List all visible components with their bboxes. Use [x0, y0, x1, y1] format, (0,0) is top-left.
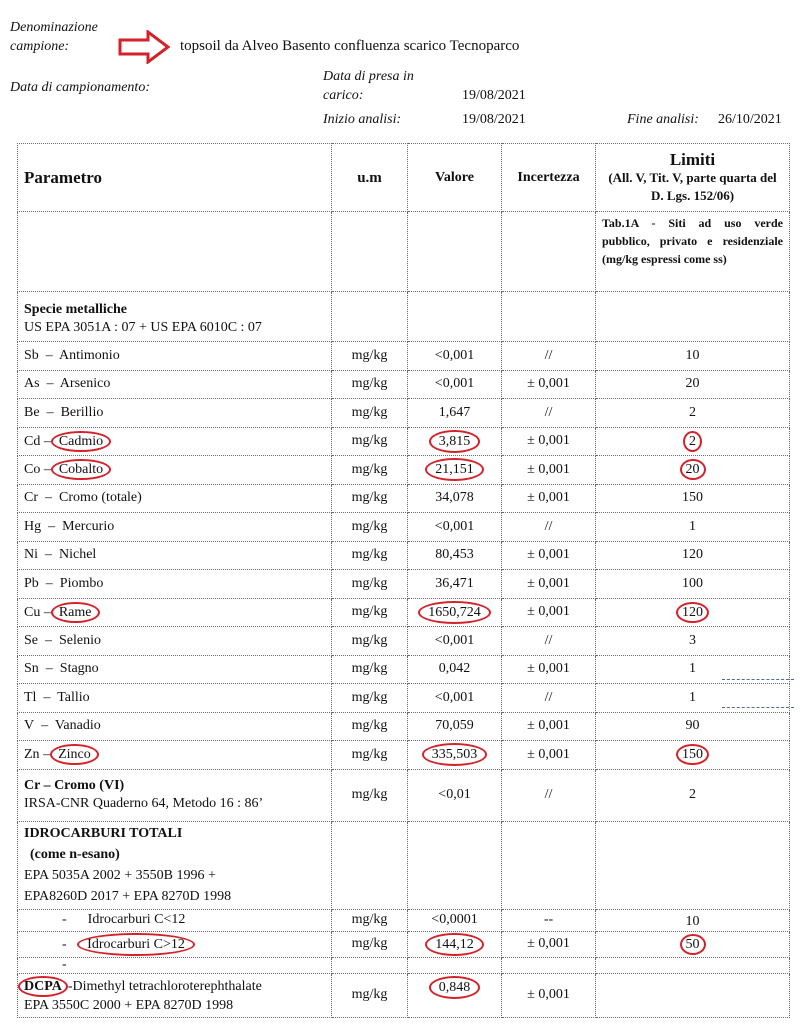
metal-um: mg/kg — [332, 427, 408, 456]
metal-row: Ni – Nichel mg/kg 80,453 ± 0,001 120 — [18, 541, 790, 570]
idro-limit: 10 — [596, 909, 790, 931]
idro-value: <0,0001 — [408, 909, 502, 931]
metal-row: Se – Selenio mg/kg <0,001 // 3 — [18, 627, 790, 656]
metal-limit: 90 — [596, 712, 790, 741]
header-um: u.m — [332, 144, 408, 212]
metal-limit: 20 — [596, 370, 790, 399]
metal-name: Arsenico — [59, 376, 111, 392]
metal-value: 3,815 — [429, 430, 481, 453]
metal-incertezza: ± 0,001 — [502, 655, 596, 684]
metal-incertezza: ± 0,001 — [502, 598, 596, 627]
metal-row: Cr – Cromo (totale) mg/kg 34,078 ± 0,001 150 — [18, 484, 790, 513]
header-limiti — [596, 144, 790, 212]
data-campionamento-label: Data di campionamento: — [10, 80, 150, 95]
idro-incertezza: -- — [502, 909, 596, 931]
metal-um: mg/kg — [332, 741, 408, 770]
inizio-analisi-value: 19/08/2021 — [462, 112, 526, 127]
cr6-um: mg/kg — [332, 769, 408, 821]
metal-um: mg/kg — [332, 456, 408, 485]
tab-note-row — [18, 212, 790, 292]
metal-limit: 2 — [596, 399, 790, 428]
metal-row: Zn – Zinco mg/kg 335,503 ± 0,001 150 — [18, 741, 790, 770]
metal-um: mg/kg — [332, 598, 408, 627]
metal-incertezza: // — [502, 684, 596, 713]
dcpa-incertezza: ± 0,001 — [502, 973, 596, 1017]
header-row — [18, 144, 790, 212]
metal-symbol: Cu — [24, 604, 41, 620]
red-arrow-icon — [118, 30, 170, 64]
metal-name: Selenio — [59, 632, 101, 648]
cr6-row — [18, 769, 790, 821]
metal-value: 34,078 — [408, 484, 502, 513]
metal-name: Piombo — [59, 575, 104, 591]
metal-limit: 2 — [683, 431, 702, 452]
idro-method-1: EPA 5035A 2002 + 3550B 1996 + — [24, 868, 216, 883]
idro-row: - Idrocarburi C>12 mg/kg 144,12 ± 0,001 50 — [18, 931, 790, 957]
header-parametro: Parametro — [18, 144, 332, 212]
idro-value: 144,12 — [425, 933, 484, 956]
metal-value: 0,042 — [408, 655, 502, 684]
metal-name: Stagno — [59, 661, 99, 677]
metal-um: mg/kg — [332, 484, 408, 513]
metal-symbol: Cr — [24, 490, 38, 506]
tab-note: Tab.1A - Siti ad uso verde pubblico, privato e residenziale (mg/kg espressi come ss) — [596, 212, 790, 292]
dcpa-um: mg/kg — [332, 973, 408, 1017]
cr6-incertezza: // — [502, 769, 596, 821]
idro-um: mg/kg — [332, 931, 408, 957]
metal-incertezza: // — [502, 399, 596, 428]
metal-rows — [18, 342, 790, 770]
metal-name: Cadmio — [51, 431, 111, 452]
specie-method: US EPA 3051A : 07 + US EPA 6010C : 07 — [24, 319, 262, 335]
metal-limit: 1 — [596, 513, 790, 542]
metal-incertezza: ± 0,001 — [502, 456, 596, 485]
specie-title: Specie metalliche — [24, 301, 128, 317]
metal-value: 36,471 — [408, 570, 502, 599]
metal-name: Mercurio — [62, 518, 115, 534]
metal-name: Vanadio — [54, 718, 101, 734]
metal-um: mg/kg — [332, 684, 408, 713]
metal-value: 1650,724 — [418, 601, 491, 624]
metal-incertezza: // — [502, 513, 596, 542]
metal-limit: 3 — [596, 627, 790, 656]
idro-subtitle: (come n-esano) — [30, 847, 120, 862]
metal-symbol: V — [24, 718, 35, 734]
idro-limit: 50 — [680, 934, 706, 955]
metal-name: Cobalto — [51, 459, 111, 480]
metal-row: Hg – Mercurio mg/kg <0,001 // 1 — [18, 513, 790, 542]
metal-value: 21,151 — [425, 458, 484, 481]
cr6-value: <0,01 — [408, 769, 502, 821]
metal-incertezza: ± 0,001 — [502, 370, 596, 399]
metal-name: Rame — [51, 602, 100, 623]
metal-name: Nichel — [59, 547, 97, 563]
metal-symbol: Sb — [24, 347, 39, 363]
metal-limit: 1 — [596, 684, 790, 713]
metal-symbol: Co — [24, 462, 41, 478]
dcpa-name: -Dimethyl tetrachloroterephthalate — [67, 978, 262, 994]
header-incertezza: Incertezza — [502, 144, 596, 212]
metal-row: Be – Berillio mg/kg 1,647 // 2 — [18, 399, 790, 428]
data-presa-label: Data di presa in carico: — [323, 69, 414, 103]
metal-name: Zinco — [50, 744, 99, 765]
metal-limit: 10 — [596, 342, 790, 371]
metal-row: Sn – Stagno mg/kg 0,042 ± 0,001 1 — [18, 655, 790, 684]
metal-value: 80,453 — [408, 541, 502, 570]
metal-value: <0,001 — [408, 627, 502, 656]
metal-row: As – Arsenico mg/kg <0,001 ± 0,001 20 — [18, 370, 790, 399]
metal-incertezza: ± 0,001 — [502, 541, 596, 570]
dcpa-method: EPA 3550C 2000 + EPA 8270D 1998 — [24, 997, 234, 1013]
idro-row: - Idrocarburi C<12 mg/kg <0,0001 -- 10 — [18, 909, 790, 931]
metal-limit: 120 — [676, 602, 709, 623]
metal-incertezza: // — [502, 627, 596, 656]
spacer-row: - — [18, 957, 790, 973]
metal-um: mg/kg — [332, 570, 408, 599]
metal-um: mg/kg — [332, 342, 408, 371]
metal-um: mg/kg — [332, 399, 408, 428]
metal-symbol: Sn — [24, 661, 39, 677]
metal-row: Co – Cobalto mg/kg 21,151 ± 0,001 20 — [18, 456, 790, 485]
metal-value: <0,001 — [408, 684, 502, 713]
idro-label: Idrocarburi C>12 — [77, 933, 195, 956]
metal-um: mg/kg — [332, 541, 408, 570]
idro-method-2: EPA8260D 2017 + EPA 8270D 1998 — [24, 889, 232, 904]
metal-value: <0,001 — [408, 513, 502, 542]
metal-symbol: Pb — [24, 575, 39, 591]
metal-limit: 120 — [596, 541, 790, 570]
metal-limit: 100 — [596, 570, 790, 599]
metal-symbol: Cd — [24, 433, 41, 449]
limiti-title: Limiti — [669, 149, 716, 169]
metal-limit: 150 — [676, 744, 709, 765]
metal-symbol: As — [24, 376, 40, 392]
metal-value: 335,503 — [422, 743, 488, 766]
dcpa-abbr: DCPA — [18, 976, 68, 997]
metal-um: mg/kg — [332, 627, 408, 656]
idro-label: Idrocarburi C<12 — [87, 912, 186, 927]
metal-symbol: Tl — [24, 689, 37, 705]
metal-row: Cd – Cadmio mg/kg 3,815 ± 0,001 2 — [18, 427, 790, 456]
metal-limit: 150 — [596, 484, 790, 513]
dcpa-row — [18, 973, 790, 1017]
metal-incertezza: // — [502, 342, 596, 371]
metal-row: Cu – Rame mg/kg 1650,724 ± 0,001 120 — [18, 598, 790, 627]
metal-incertezza: ± 0,001 — [502, 712, 596, 741]
denominazione-label: Denominazione campione: — [10, 20, 98, 54]
scan-artifact-line — [722, 679, 794, 680]
metal-symbol: Be — [24, 404, 40, 420]
data-presa-value: 19/08/2021 — [462, 88, 526, 103]
cr6-limit: 2 — [596, 769, 790, 821]
metal-name: Tallio — [57, 689, 90, 705]
header-valore: Valore — [408, 144, 502, 212]
idro-incertezza: ± 0,001 — [502, 931, 596, 957]
idro-title: IDROCARBURI TOTALI — [24, 826, 183, 841]
metal-row: Tl – Tallio mg/kg <0,001 // 1 — [18, 684, 790, 713]
metal-limit: 20 — [680, 459, 706, 480]
metal-row: Sb – Antimonio mg/kg <0,001 // 10 — [18, 342, 790, 371]
scan-artifact-line — [722, 707, 794, 708]
metal-um: mg/kg — [332, 655, 408, 684]
inizio-analisi-label: Inizio analisi: — [323, 112, 402, 127]
specie-row — [18, 292, 790, 342]
limiti-subtitle: (All. V, Tit. V, parte quarta del D. Lgs. 152/06) — [608, 169, 777, 203]
metal-um: mg/kg — [332, 513, 408, 542]
metal-incertezza: ± 0,001 — [502, 570, 596, 599]
metal-symbol: Se — [24, 632, 38, 648]
cr6-title: Cr – Cromo (VI) — [24, 778, 125, 793]
metal-value: 1,647 — [408, 399, 502, 428]
metal-name: Antimonio — [59, 347, 120, 363]
metal-limit: 1 — [596, 655, 790, 684]
metal-um: mg/kg — [332, 370, 408, 399]
metal-incertezza: ± 0,001 — [502, 741, 596, 770]
metal-name: Berillio — [60, 404, 104, 420]
metal-symbol: Ni — [24, 547, 38, 563]
metal-value: <0,001 — [408, 342, 502, 371]
metal-value: 70,059 — [408, 712, 502, 741]
idro-um: mg/kg — [332, 909, 408, 931]
metal-row: V – Vanadio mg/kg 70,059 ± 0,001 90 — [18, 712, 790, 741]
dcpa-limit — [596, 973, 790, 1017]
dcpa-value: 0,848 — [429, 976, 481, 999]
metal-symbol: Zn — [24, 747, 40, 763]
metal-um: mg/kg — [332, 712, 408, 741]
fine-analisi-value: 26/10/2021 — [718, 112, 782, 127]
metal-value: <0,001 — [408, 370, 502, 399]
results-table — [17, 143, 790, 1018]
metal-row: Pb – Piombo mg/kg 36,471 ± 0,001 100 — [18, 570, 790, 599]
campione-value: topsoil da Alveo Basento confluenza scarico Tecnoparco — [180, 38, 520, 54]
metal-incertezza: ± 0,001 — [502, 427, 596, 456]
metal-name: Cromo (totale) — [59, 490, 142, 506]
fine-analisi-label: Fine analisi: — [627, 112, 699, 127]
metal-incertezza: ± 0,001 — [502, 484, 596, 513]
metal-symbol: Hg — [24, 518, 42, 534]
idro-header-row — [18, 821, 790, 909]
cr6-method: IRSA-CNR Quaderno 64, Metodo 16 : 86’ — [24, 796, 264, 811]
